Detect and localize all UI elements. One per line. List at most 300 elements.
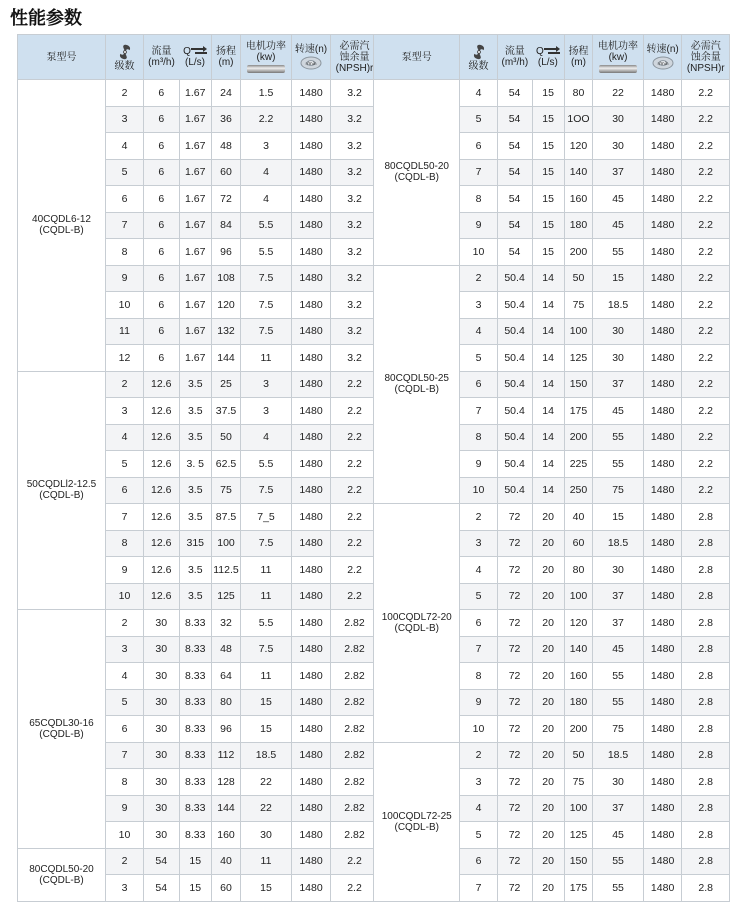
power-cell: 37 <box>593 795 643 822</box>
speed-cell: 1480 <box>292 477 331 504</box>
speed-cell: 1480 <box>643 769 682 796</box>
power-cell: 2.2 <box>241 106 292 133</box>
power-cell: 55 <box>593 689 643 716</box>
flow-m3h-cell: 12.6 <box>144 583 180 610</box>
power-cell: 5.5 <box>241 451 292 478</box>
flow-ls-cell: 20 <box>532 848 564 875</box>
power-cell: 37 <box>593 610 643 637</box>
flow-m3h-cell: 50.4 <box>497 371 532 398</box>
flow-m3h-cell: 30 <box>144 795 180 822</box>
speed-cell: 1480 <box>643 345 682 372</box>
flow-m3h-cell: 54 <box>497 239 532 266</box>
power-cell: 75 <box>593 716 643 743</box>
head-cell: 150 <box>564 848 593 875</box>
stages-cell: 9 <box>460 212 497 239</box>
npsh-cell: 2.8 <box>682 769 730 796</box>
power-cell: 7.5 <box>241 292 292 319</box>
flow-m3h-cell: 72 <box>497 875 532 902</box>
speed-cell: 1480 <box>292 557 331 584</box>
flow-m3h-cell: 72 <box>497 769 532 796</box>
pump-model-cell: 100CQDL72-20 (CQDL-B) <box>374 504 460 743</box>
power-cell: 30 <box>593 769 643 796</box>
table-row <box>374 80 730 107</box>
power-cell: 7.5 <box>241 265 292 292</box>
flow-ls-cell: 3.5 <box>179 424 212 451</box>
flow-ls-cell: 1.67 <box>179 239 212 266</box>
npsh-cell: 2.8 <box>682 557 730 584</box>
speed-cell: 1480 <box>292 689 331 716</box>
power-cell: 37 <box>593 583 643 610</box>
npsh-cell: 2.8 <box>682 689 730 716</box>
stages-cell: 6 <box>460 848 497 875</box>
svg-text:r/min: r/min <box>657 61 669 66</box>
flow-m3h-cell: 6 <box>144 318 180 345</box>
head-cell: 175 <box>564 398 593 425</box>
npsh-cell: 2.2 <box>682 424 730 451</box>
flow-ls-cell: 14 <box>532 424 564 451</box>
stages-cell: 4 <box>460 795 497 822</box>
speed-cell: 1480 <box>643 398 682 425</box>
flow-m3h-cell: 12.6 <box>144 371 180 398</box>
stages-cell: 4 <box>106 663 144 690</box>
power-cell: 3 <box>241 371 292 398</box>
head-cell: 200 <box>564 716 593 743</box>
npsh-cell: 2.2 <box>331 875 379 902</box>
npsh-cell: 3.2 <box>331 265 379 292</box>
stages-cell: 5 <box>460 106 497 133</box>
flow-m3h-cell: 12.6 <box>144 398 180 425</box>
head-cell: 200 <box>564 424 593 451</box>
flow-m3h-cell: 30 <box>144 636 180 663</box>
speed-cell: 1480 <box>643 106 682 133</box>
flow-ls-cell: 1.67 <box>179 186 212 213</box>
power-cell: 30 <box>593 318 643 345</box>
head-cell: 140 <box>564 159 593 186</box>
power-cell: 55 <box>593 451 643 478</box>
flow-m3h-cell: 50.4 <box>497 265 532 292</box>
stages-cell: 4 <box>460 557 497 584</box>
speed-cell: 1480 <box>643 742 682 769</box>
stages-cell: 8 <box>106 239 144 266</box>
speed-cell: 1480 <box>643 663 682 690</box>
speed-cell: 1480 <box>643 424 682 451</box>
head-cell: 150 <box>564 371 593 398</box>
flow-arrow-icon <box>191 46 207 56</box>
stages-cell: 7 <box>106 504 144 531</box>
flow-ls-cell: 20 <box>532 610 564 637</box>
power-cell: 30 <box>593 106 643 133</box>
head-cell: 125 <box>212 583 241 610</box>
pump-model-cell: 40CQDL6-12 (CQDL-B) <box>18 80 106 372</box>
stages-cell: 12 <box>106 345 144 372</box>
power-cell: 55 <box>593 424 643 451</box>
power-cell: 55 <box>593 848 643 875</box>
power-cell: 22 <box>241 795 292 822</box>
head-cell: 100 <box>564 583 593 610</box>
flow-ls-cell: 3. 5 <box>179 451 212 478</box>
power-cell: 15 <box>593 504 643 531</box>
npsh-cell: 2.2 <box>682 292 730 319</box>
speed-cell: 1480 <box>643 848 682 875</box>
head-cell: 96 <box>212 239 241 266</box>
head-cell: 120 <box>212 292 241 319</box>
flow-m3h-cell: 72 <box>497 689 532 716</box>
flow-ls-cell: 15 <box>532 159 564 186</box>
stages-cell: 9 <box>106 795 144 822</box>
stages-cell: 3 <box>460 769 497 796</box>
flow-m3h-cell: 54 <box>497 106 532 133</box>
power-cell: 3 <box>241 398 292 425</box>
npsh-cell: 2.8 <box>682 848 730 875</box>
npsh-cell: 2.82 <box>331 636 379 663</box>
power-cell: 55 <box>593 239 643 266</box>
flow-ls-cell: 8.33 <box>179 769 212 796</box>
speed-cell: 1480 <box>643 583 682 610</box>
head-cell: 108 <box>212 265 241 292</box>
stages-cell: 8 <box>106 769 144 796</box>
npsh-cell: 3.2 <box>331 292 379 319</box>
speed-cell: 1480 <box>292 636 331 663</box>
power-cell: 7_5 <box>241 504 292 531</box>
speed-cell: 1480 <box>643 504 682 531</box>
flow-ls-cell: 14 <box>532 451 564 478</box>
header-pump-model: 泵型号 <box>18 35 106 80</box>
flow-ls-cell: 8.33 <box>179 636 212 663</box>
header-flow-ls: Q (L/s) <box>179 35 212 80</box>
speed-cell: 1480 <box>292 716 331 743</box>
flow-ls-cell: 3.5 <box>179 504 212 531</box>
pump-model-cell: 100CQDL72-25 (CQDL-B) <box>374 742 460 901</box>
flow-m3h-cell: 6 <box>144 265 180 292</box>
flow-ls-cell: 14 <box>532 477 564 504</box>
head-cell: 140 <box>564 636 593 663</box>
head-cell: 100 <box>212 530 241 557</box>
npsh-cell: 2.2 <box>331 424 379 451</box>
head-cell: 75 <box>564 769 593 796</box>
flow-ls-cell: 20 <box>532 742 564 769</box>
npsh-cell: 2.2 <box>331 557 379 584</box>
npsh-cell: 2.2 <box>682 398 730 425</box>
speed-cell: 1480 <box>643 318 682 345</box>
speed-cell: 1480 <box>292 769 331 796</box>
header-stages: 级数 <box>106 35 144 80</box>
npsh-cell: 3.2 <box>331 106 379 133</box>
npsh-cell: 2.2 <box>682 133 730 160</box>
stages-cell: 11 <box>106 318 144 345</box>
table-row <box>374 265 730 292</box>
power-cell: 30 <box>593 557 643 584</box>
flow-ls-cell: 8.33 <box>179 689 212 716</box>
power-cell: 11 <box>241 848 292 875</box>
flow-ls-cell: 14 <box>532 265 564 292</box>
stages-cell: 10 <box>460 716 497 743</box>
flow-ls-cell: 20 <box>532 716 564 743</box>
flow-m3h-cell: 12.6 <box>144 477 180 504</box>
flow-m3h-cell: 72 <box>497 636 532 663</box>
stages-cell: 2 <box>106 848 144 875</box>
head-cell: 112 <box>212 742 241 769</box>
stages-cell: 7 <box>460 159 497 186</box>
flow-ls-cell: 8.33 <box>179 795 212 822</box>
npsh-cell: 2.8 <box>682 504 730 531</box>
pump-model-cell: 50CQDLl2-12.5 (CQDL-B) <box>18 371 106 610</box>
stages-cell: 9 <box>460 689 497 716</box>
head-cell: 160 <box>564 663 593 690</box>
flow-ls-cell: 20 <box>532 636 564 663</box>
head-cell: 24 <box>212 80 241 107</box>
stages-cell: 3 <box>106 875 144 902</box>
flow-ls-cell: 8.33 <box>179 716 212 743</box>
flow-m3h-cell: 30 <box>144 663 180 690</box>
flow-m3h-cell: 6 <box>144 159 180 186</box>
npsh-cell: 2.2 <box>682 371 730 398</box>
power-cell: 7.5 <box>241 530 292 557</box>
npsh-cell: 2.8 <box>682 663 730 690</box>
flow-m3h-cell: 50.4 <box>497 451 532 478</box>
npsh-cell: 2.8 <box>682 636 730 663</box>
flow-m3h-cell: 54 <box>497 133 532 160</box>
stages-cell: 4 <box>460 80 497 107</box>
flow-ls-cell: 20 <box>532 689 564 716</box>
flow-m3h-cell: 6 <box>144 345 180 372</box>
stages-cell: 3 <box>106 398 144 425</box>
npsh-cell: 2.2 <box>682 451 730 478</box>
flow-m3h-cell: 54 <box>497 212 532 239</box>
speed-cell: 1480 <box>643 875 682 902</box>
head-cell: 62.5 <box>212 451 241 478</box>
npsh-cell: 2.8 <box>682 742 730 769</box>
speed-cell: 1480 <box>292 80 331 107</box>
impeller-icon <box>116 43 134 61</box>
flow-m3h-cell: 6 <box>144 80 180 107</box>
flow-ls-cell: 8.33 <box>179 742 212 769</box>
flow-m3h-cell: 72 <box>497 742 532 769</box>
power-cell: 37 <box>593 159 643 186</box>
flow-ls-cell: 8.33 <box>179 610 212 637</box>
npsh-cell: 2.2 <box>682 186 730 213</box>
stages-cell: 2 <box>106 80 144 107</box>
npsh-cell: 2.82 <box>331 769 379 796</box>
power-cell: 30 <box>241 822 292 849</box>
flow-m3h-cell: 72 <box>497 610 532 637</box>
power-cell: 22 <box>593 80 643 107</box>
power-cell: 11 <box>241 583 292 610</box>
stages-cell: 4 <box>106 133 144 160</box>
table-row <box>18 371 379 398</box>
flow-arrow-icon <box>544 46 560 56</box>
stages-cell: 8 <box>460 663 497 690</box>
power-cell: 15 <box>241 875 292 902</box>
npsh-cell: 2.82 <box>331 663 379 690</box>
header-power: 电机功率 (kw) <box>241 35 292 80</box>
speed-cell: 1480 <box>643 265 682 292</box>
npsh-cell: 3.2 <box>331 212 379 239</box>
npsh-cell: 3.2 <box>331 345 379 372</box>
npsh-cell: 3.2 <box>331 186 379 213</box>
flow-ls-cell: 1.67 <box>179 133 212 160</box>
flow-ls-cell: 14 <box>532 398 564 425</box>
head-cell: 250 <box>564 477 593 504</box>
table-row <box>18 80 379 107</box>
head-cell: 112.5 <box>212 557 241 584</box>
power-cell: 5.5 <box>241 212 292 239</box>
power-cell: 45 <box>593 398 643 425</box>
header-pump-model: 泵型号 <box>374 35 460 80</box>
npsh-cell: 2.82 <box>331 689 379 716</box>
head-cell: 80 <box>564 557 593 584</box>
head-cell: 175 <box>564 875 593 902</box>
flow-ls-cell: 1.67 <box>179 318 212 345</box>
power-cell: 4 <box>241 159 292 186</box>
flow-ls-cell: 3.5 <box>179 398 212 425</box>
table-header <box>18 35 379 80</box>
speed-cell: 1480 <box>292 292 331 319</box>
header-flow-m3h: 流量 (m³/h) <box>497 35 532 80</box>
header-stages: 级数 <box>460 35 497 80</box>
power-cell: 15 <box>241 689 292 716</box>
speed-cell: 1480 <box>643 610 682 637</box>
stages-cell: 7 <box>106 742 144 769</box>
npsh-cell: 2.82 <box>331 822 379 849</box>
stages-cell: 6 <box>460 371 497 398</box>
table-header <box>374 35 730 80</box>
speed-cell: 1480 <box>643 159 682 186</box>
power-cell: 15 <box>593 265 643 292</box>
flow-m3h-cell: 72 <box>497 504 532 531</box>
flow-ls-cell: 20 <box>532 663 564 690</box>
flow-ls-cell: 1.67 <box>179 265 212 292</box>
speed-cell: 1480 <box>292 186 331 213</box>
flow-m3h-cell: 72 <box>497 848 532 875</box>
head-cell: 125 <box>564 345 593 372</box>
power-cell: 45 <box>593 186 643 213</box>
stages-cell: 5 <box>460 345 497 372</box>
head-cell: 125 <box>564 822 593 849</box>
npsh-cell: 2.8 <box>682 530 730 557</box>
npsh-cell: 2.2 <box>682 345 730 372</box>
power-cell: 5.5 <box>241 239 292 266</box>
motor-icon <box>247 65 285 73</box>
flow-m3h-cell: 30 <box>144 610 180 637</box>
flow-ls-cell: 20 <box>532 557 564 584</box>
stages-cell: 5 <box>460 822 497 849</box>
head-cell: 200 <box>564 239 593 266</box>
svg-text:r/min: r/min <box>305 61 317 66</box>
speed-cell: 1480 <box>643 822 682 849</box>
header-flow-ls: Q (L/s) <box>532 35 564 80</box>
power-cell: 11 <box>241 663 292 690</box>
stages-cell: 6 <box>460 133 497 160</box>
flow-m3h-cell: 30 <box>144 716 180 743</box>
speed-cell: 1480 <box>292 583 331 610</box>
pump-model-cell: 65CQDL30-16 (CQDL-B) <box>18 610 106 849</box>
speed-cell: 1480 <box>643 795 682 822</box>
stages-cell: 6 <box>106 186 144 213</box>
speed-cell: 1480 <box>292 371 331 398</box>
flow-m3h-cell: 12.6 <box>144 451 180 478</box>
npsh-cell: 2.8 <box>682 822 730 849</box>
npsh-cell: 2.2 <box>682 239 730 266</box>
speed-cell: 1480 <box>292 398 331 425</box>
stages-cell: 4 <box>106 424 144 451</box>
flow-m3h-cell: 12.6 <box>144 504 180 531</box>
impeller-icon <box>470 43 488 61</box>
head-cell: 144 <box>212 345 241 372</box>
npsh-cell: 2.2 <box>331 848 379 875</box>
stages-cell: 10 <box>106 583 144 610</box>
npsh-cell: 3.2 <box>331 239 379 266</box>
head-cell: 120 <box>564 610 593 637</box>
stages-cell: 3 <box>106 636 144 663</box>
head-cell: 75 <box>212 477 241 504</box>
speed-cell: 1480 <box>292 742 331 769</box>
head-cell: 48 <box>212 133 241 160</box>
flow-ls-cell: 20 <box>532 795 564 822</box>
flow-m3h-cell: 72 <box>497 795 532 822</box>
stages-cell: 3 <box>460 530 497 557</box>
speed-cell: 1480 <box>643 239 682 266</box>
head-cell: 72 <box>212 186 241 213</box>
rotation-disc-icon <box>652 56 674 70</box>
stages-cell: 10 <box>106 292 144 319</box>
head-cell: 60 <box>212 875 241 902</box>
speed-cell: 1480 <box>643 557 682 584</box>
npsh-cell: 2.2 <box>331 530 379 557</box>
head-cell: 100 <box>564 795 593 822</box>
npsh-cell: 2.2 <box>331 477 379 504</box>
power-cell: 7.5 <box>241 636 292 663</box>
flow-m3h-cell: 30 <box>144 742 180 769</box>
header-npsh: 必需汽 蚀余量 (NPSH)r <box>682 35 730 80</box>
speed-cell: 1480 <box>643 371 682 398</box>
flow-ls-cell: 15 <box>532 239 564 266</box>
head-cell: 80 <box>564 80 593 107</box>
npsh-cell: 2.2 <box>682 106 730 133</box>
stages-cell: 10 <box>460 477 497 504</box>
speed-cell: 1480 <box>643 80 682 107</box>
speed-cell: 1480 <box>292 848 331 875</box>
page-title: 性能参数 <box>10 8 82 29</box>
npsh-cell: 2.2 <box>682 477 730 504</box>
header-power: 电机功率 (kw) <box>593 35 643 80</box>
performance-table-right <box>373 34 730 902</box>
power-cell: 55 <box>593 875 643 902</box>
stages-cell: 9 <box>460 451 497 478</box>
stages-cell: 6 <box>106 477 144 504</box>
npsh-cell: 2.8 <box>682 795 730 822</box>
flow-ls-cell: 14 <box>532 292 564 319</box>
npsh-cell: 2.2 <box>682 318 730 345</box>
head-cell: 120 <box>564 133 593 160</box>
speed-cell: 1480 <box>292 265 331 292</box>
flow-m3h-cell: 50.4 <box>497 318 532 345</box>
power-cell: 45 <box>593 636 643 663</box>
head-cell: 225 <box>564 451 593 478</box>
npsh-cell: 2.8 <box>682 583 730 610</box>
speed-cell: 1480 <box>643 186 682 213</box>
flow-ls-cell: 15 <box>179 848 212 875</box>
flow-m3h-cell: 72 <box>497 530 532 557</box>
head-cell: 36 <box>212 106 241 133</box>
power-cell: 22 <box>241 769 292 796</box>
npsh-cell: 2.2 <box>331 583 379 610</box>
npsh-cell: 2.82 <box>331 742 379 769</box>
flow-m3h-cell: 6 <box>144 133 180 160</box>
npsh-cell: 2.8 <box>682 875 730 902</box>
speed-cell: 1480 <box>292 663 331 690</box>
flow-m3h-cell: 72 <box>497 583 532 610</box>
flow-m3h-cell: 6 <box>144 239 180 266</box>
